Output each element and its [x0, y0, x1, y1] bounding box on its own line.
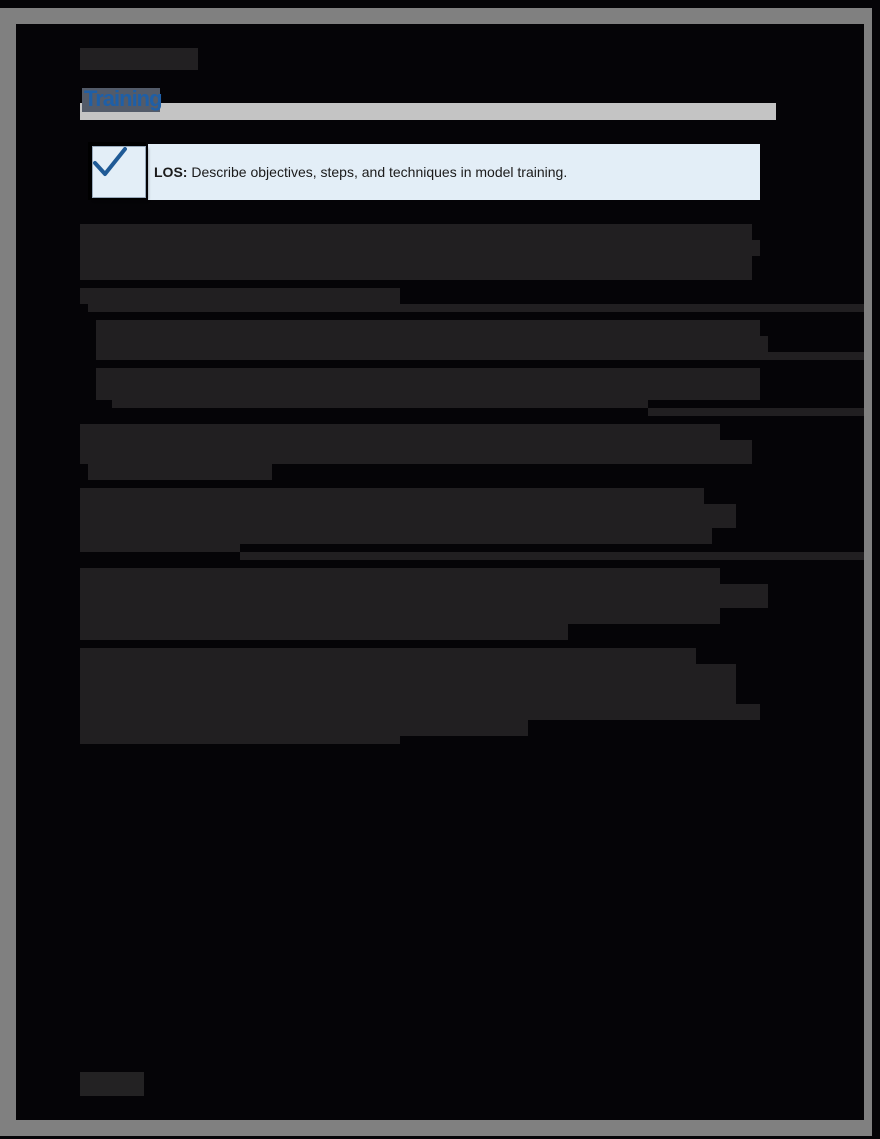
paragraph-4-last: [80, 544, 240, 552]
paragraph-2-lead: [80, 288, 400, 304]
paragraph-4-line: [80, 504, 736, 528]
paragraph-6-line: [80, 664, 736, 704]
bullet-1-tail: [650, 352, 864, 360]
section-rule: [80, 103, 776, 120]
paragraph-2-line: [88, 304, 864, 312]
los-label: LOS:: [154, 164, 188, 180]
bullet-1-line: [112, 336, 768, 352]
paragraph-1-line: [80, 240, 760, 256]
paragraph-6-tail: [80, 736, 400, 744]
paragraph-4-tail: [240, 552, 864, 560]
bullet-2-tail: [648, 408, 864, 416]
paragraph-5-last: [80, 624, 568, 640]
los-text: Describe objectives, steps, and techniques in model training.: [191, 164, 568, 180]
running-header: [80, 48, 198, 70]
bullet-2-line: [112, 384, 648, 408]
section-heading: Training: [84, 86, 162, 111]
paragraph-5-line: [80, 584, 768, 608]
page-number: [80, 1072, 144, 1096]
paragraph-6-line2: [80, 704, 760, 720]
checkmark-icon: [92, 146, 146, 198]
paragraph-6-last: [80, 720, 528, 736]
paragraph-3-last: [88, 464, 272, 480]
paragraph-4-line2: [80, 528, 712, 544]
los-statement: [154, 164, 567, 180]
paragraph-3-line: [80, 440, 752, 464]
